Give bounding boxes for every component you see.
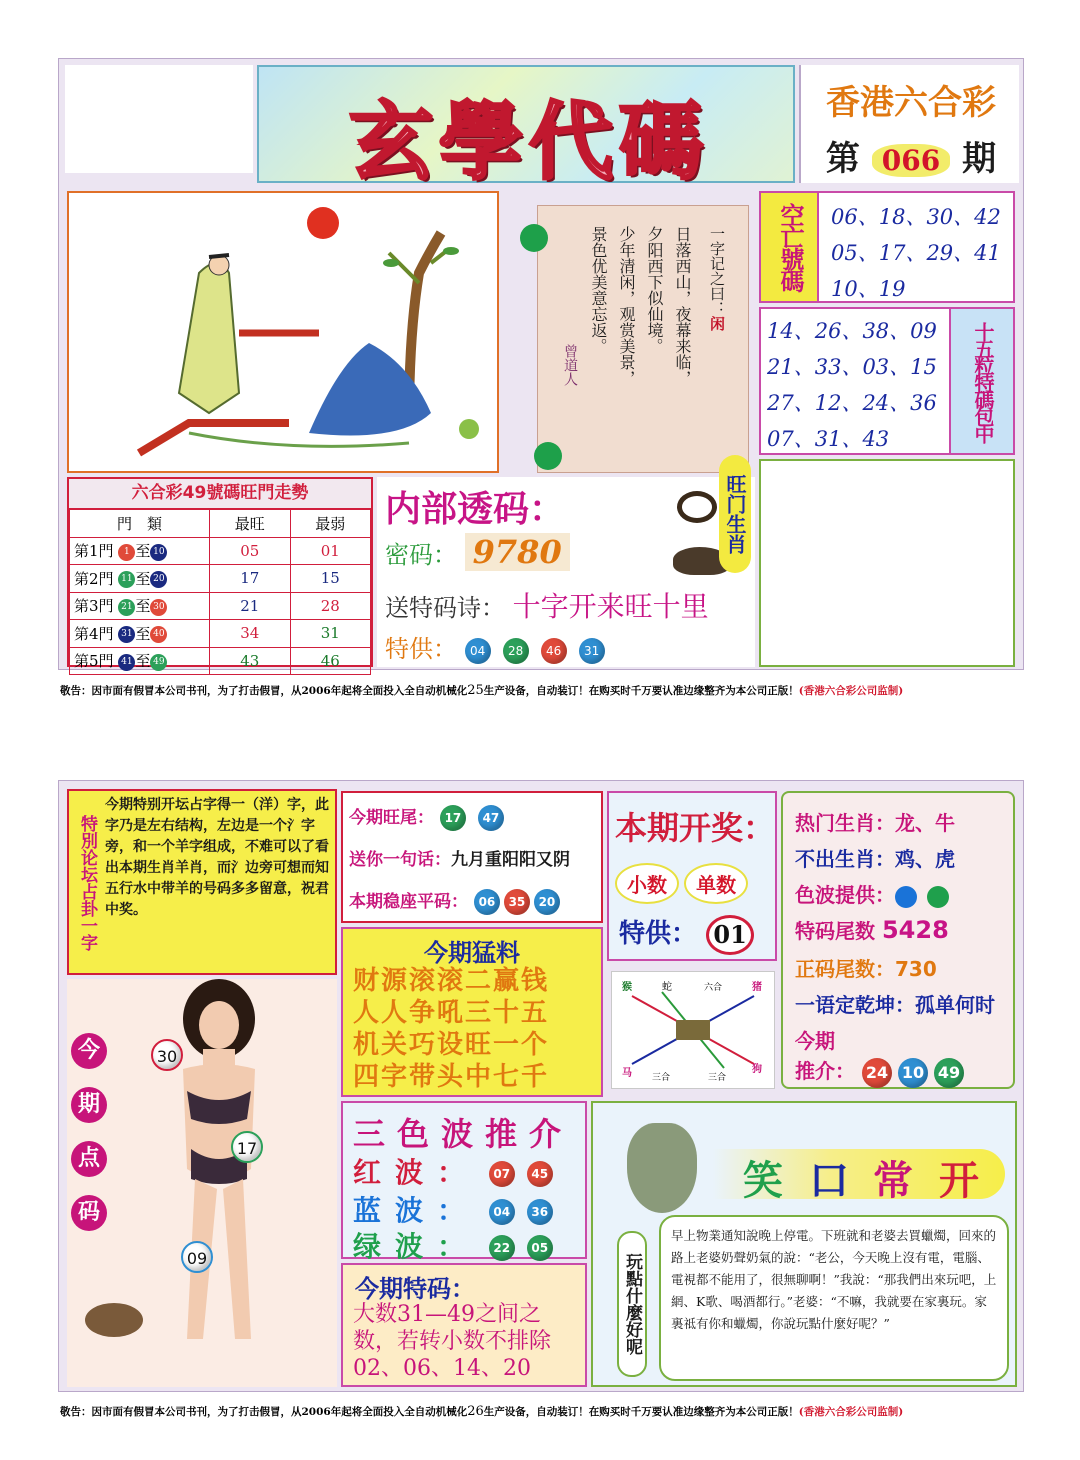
brand-name: 香港六合彩 — [826, 83, 996, 123]
title-banner — [257, 65, 795, 191]
forum-text: 今期特别开坛占字得一（洋）字，此字乃是左右结构，左边是一个氵字旁，和一个羊字组成，不难可以了看出本期生肖羊肖，而氵边旁可想而知五行水中带羊的号码多多留意，祝君中奖。 — [105, 797, 329, 918]
joke-text: 早上物業通知說晚上停電。下班就和老婆去買蠟燭，回來的路上老婆奶聲奶氣的說：“老公，今天晚上沒有電，電腦、電視都不能用了，很無聊啊！”我說：“那我們出來玩吧，上網、K歌、喝酒都行。”老婆：“不嘛，我就要在家裏玩。家裏祗有你和蠟燭，你說玩點什麼好呢？” — [659, 1215, 1009, 1381]
issue-line: 第 066 期 — [825, 139, 997, 179]
main-tail-line: 正码尾数：730 — [795, 957, 937, 981]
trend-row: 第2門 11 至 20 17 15 — [70, 565, 371, 593]
money-bag-icon — [627, 1123, 697, 1213]
fifteen-numbers-panel — [759, 307, 1015, 455]
fierce-panel — [341, 927, 603, 1097]
issue-number: 066 — [872, 144, 950, 177]
no-zodiac-line: 不出生肖：鸡、虎 — [795, 847, 955, 871]
draw-panel — [607, 791, 777, 961]
fifteen-label: 十五粒特碼包中 — [949, 309, 1013, 453]
trend-table: 門 類 最旺 最弱 第1門 1 至 10 05 01 第2門 11 至 20 17 15 第3門 21 至 30 21 28 第4門 31 至 40 34 31 第5門 41 至 49 43 46 — [69, 509, 371, 675]
wave-title: 三色波推介 — [353, 1115, 574, 1153]
top-sheet — [58, 58, 1024, 670]
wave-red: 红波： 07 45 — [353, 1151, 565, 1191]
laugh-panel — [591, 1101, 1017, 1387]
girl-ball-3: 09 — [181, 1241, 213, 1273]
hot-zodiac-line: 热门生肖：龙、牛 — [795, 811, 955, 835]
draw-special-line: 特供： 01 — [619, 913, 754, 955]
scholar-drawing — [69, 193, 497, 471]
fierce-lines: 财源滚滚二赢钱 人人争吼三十五 机关巧设旺一个 四字带头中七千 — [353, 966, 550, 1092]
color-line: 色波提供： — [795, 879, 949, 908]
scroll-leaf-right — [534, 442, 562, 470]
trend-row: 第1門 1 至 10 05 01 — [70, 537, 371, 565]
fifteen-number-lines: 14、26、38、09 21、33、03、15 27、12、24、36 07、31、43 — [767, 319, 937, 451]
steady-line: 本期稳座平码： 06 35 20 — [349, 887, 572, 915]
compass-diagram — [612, 972, 774, 1088]
poem-line: 送特码诗： 十字开来旺十里 — [385, 590, 709, 623]
scholar-illustration — [67, 191, 499, 473]
laugh-title-strip: 笑 口 常 开 — [713, 1149, 1005, 1199]
special-panel — [341, 1263, 587, 1387]
snake-icon — [677, 491, 717, 523]
inner-code-panel — [377, 474, 755, 667]
draw-title: 本期开奖： — [615, 809, 776, 847]
wave-panel — [341, 1101, 587, 1263]
green-dot — [927, 886, 949, 908]
poem-signature: 曾道人 — [562, 344, 578, 386]
inner-title: 内部透码： — [385, 488, 566, 530]
model-figure — [147, 979, 297, 1359]
tail-line: 特码尾数 5428 — [795, 916, 949, 944]
draw-tags: 小数 单数 — [615, 863, 748, 904]
bottom-sheet — [58, 780, 1024, 1392]
special-text: 大数31—49之间之数，若转小数不排除02、06、14、20 — [353, 1302, 552, 1381]
forum-panel — [67, 789, 337, 975]
zodiac-info-panel — [781, 791, 1015, 1089]
wave-blue: 蓝波： 04 36 — [353, 1189, 565, 1229]
empty-label: 空亡號碼 — [761, 193, 819, 301]
poem-lines: 日落西山，夜幕来临， 夕阳西下似仙境。 少年清闲，观赏美景， 景色优美意忘返。 — [589, 226, 692, 386]
top-notice: 敬告：因市面有假冒本公司书刊，为了打击假冒，从2006年起将全面投入全自动机械化25生产设备，自动装订！在购买时千万要认准边缘整齐为本公司正版！(香港六合彩公司监制) — [60, 683, 904, 698]
girl-ball-1: 30 — [151, 1039, 183, 1071]
trend-table-panel — [67, 477, 373, 671]
recommend-label-a: 今期 — [795, 1029, 835, 1053]
special-title: 今期特码： — [355, 1275, 475, 1303]
pig-icon — [85, 1303, 143, 1337]
girl-ball-2: 17 — [231, 1131, 263, 1163]
blue-dot — [895, 886, 917, 908]
empty-numbers-panel — [759, 191, 1015, 303]
scroll-leaf-left — [520, 224, 548, 252]
forum-label: 特別论坛占卦一字 — [77, 815, 97, 951]
fierce-title: 今期猛料 — [424, 939, 520, 967]
trend-row: 第4門 31 至 40 34 31 — [70, 620, 371, 648]
wang-tail-line: 今期旺尾： 17 47 — [349, 803, 516, 831]
trend-row: 第3門 21 至 30 21 28 — [70, 592, 371, 620]
trend-title: 六合彩49號碼旺門走勢 — [69, 479, 371, 509]
poem-text: 一字记之曰：闲 — [708, 226, 726, 331]
wave-green: 绿波： 22 05 — [353, 1225, 565, 1265]
final-phrase-line: 一语定乾坤：孤单何时 — [795, 993, 995, 1017]
phrase-line: 送你一句话：九月重阳阳又阴 — [349, 850, 570, 870]
draw-special-ball: 01 — [706, 915, 754, 955]
tonight-label: 今 期 点 码 — [71, 1033, 111, 1231]
blank-panel — [65, 65, 253, 173]
blank-right-panel — [759, 459, 1015, 667]
wang-zodiac-label: 旺门生肖 — [719, 455, 751, 573]
special-line: 特供： 04 28 46 31 — [385, 629, 617, 664]
tonight-panel — [67, 979, 337, 1387]
page-title: 玄學代碼 — [348, 92, 709, 191]
play-label: 玩點什麼好呢 — [617, 1231, 647, 1377]
code-line: 密码： 9780 — [385, 533, 570, 571]
tail-panel — [341, 791, 603, 923]
poem-scroll — [537, 205, 749, 473]
bottom-notice: 敬告：因市面有假冒本公司书刊，为了打击假冒，从2006年起将全面投入全自动机械化26生产设备，自动装订！在购买时千万要认准边缘整齐为本公司正版！(香港六合彩公司监制) — [60, 1404, 904, 1419]
issue-panel — [799, 65, 1019, 183]
recommend-line: 推介： 24 10 49 — [795, 1055, 976, 1088]
compass-panel: 猴 蛇 六合 猪 马 三合 三合 狗 — [611, 971, 775, 1089]
empty-number-lines: 06、18、30、42 05、17、29、41 10、19 — [831, 205, 1001, 301]
trend-row: 第5門 41 至 49 43 46 — [70, 647, 371, 675]
secret-code: 9780 — [465, 533, 570, 571]
